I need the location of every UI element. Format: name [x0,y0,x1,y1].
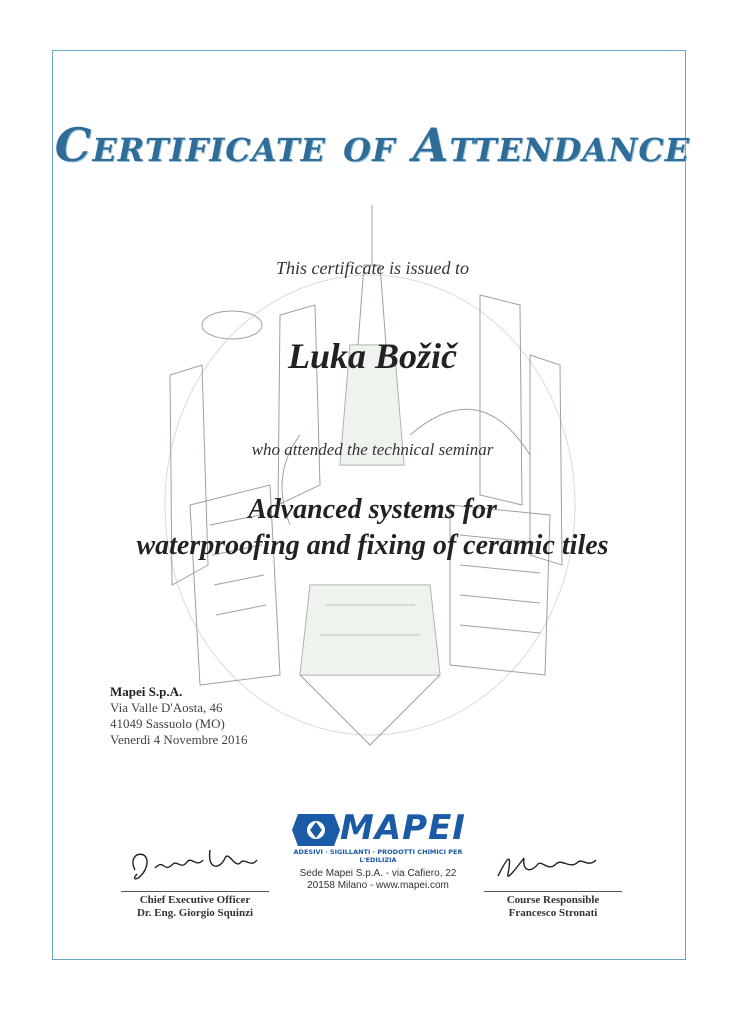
course-responsible-signature-line [484,891,622,892]
company-name: Mapei S.p.A. [110,684,183,699]
mapei-headquarters [298,868,458,892]
company-address-line2: 41049 Sassuolo (MO) [110,716,225,731]
ceo-role: Chief Executive Officer [139,894,251,906]
city-sketch-illustration [150,205,590,765]
company-address-line1: Via Valle D'Aosta, 46 [110,700,223,715]
company-address-block [110,684,248,748]
mapei-tagline: ADESIVI · SIGILLANTI · PRODOTTI CHIMICI PER L'EDILIZIA [293,848,463,864]
seminar-title-line2: waterproofing and fixing of ceramic tiles [136,530,609,561]
event-date: Venerdì 4 Novembre 2016 [110,732,248,747]
course-responsible-signature-icon [478,846,628,886]
seminar-title [0,492,745,564]
hq-line2: 20158 Milano - www.mapei.com [307,880,449,891]
attended-text: who attended the technical seminar [251,440,494,459]
issued-to-text: This certificate is issued to [276,258,469,278]
ceo-name: Dr. Eng. Giorgio Squinzi [136,907,254,919]
ceo-signature-block [115,840,275,920]
course-responsible-role: Course Responsible [506,894,600,906]
course-responsible-name: Francesco Stronati [508,907,598,919]
ceo-signature-line [121,891,269,892]
seminar-title-line1: Advanced systems for [248,494,497,525]
hq-line1: Sede Mapei S.p.A. - via Cafiero, 22 [299,868,457,879]
course-responsible-signature-block [478,846,628,920]
certificate-title: Certificate of Attendance [54,118,691,172]
recipient-name: Luka Božič [287,336,457,376]
mapei-brand-name: MAPEI [340,808,466,848]
ceo-signature-icon [115,840,275,886]
